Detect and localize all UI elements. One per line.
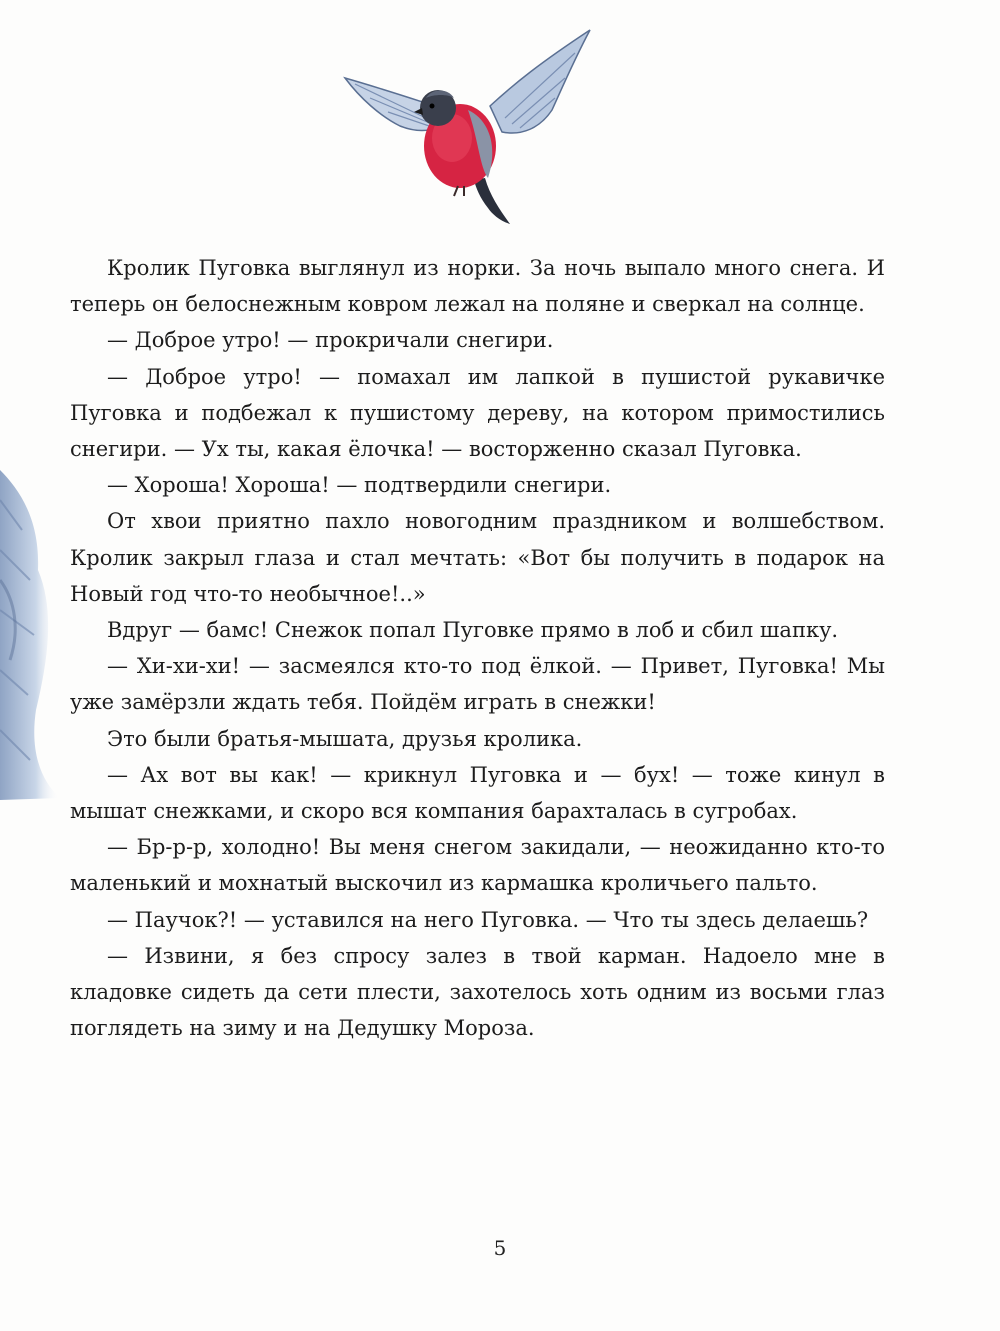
- story-text: [70, 250, 885, 1046]
- paragraph: — Извини, я без спросу залез в твой карман. Надоело мне в кладовке сидеть да сети плести, захотелось хоть одним из восьми глаз поглядеть на зиму и на Дедушку Мороза.: [70, 943, 885, 1041]
- paragraph: — Хи-хи-хи! — засмеялся кто-то под ёлкой. — Привет, Пуговка! Мы уже замёрзли ждать тебя. Пойдём играть в снежки!: [70, 654, 885, 715]
- paragraph: Кролик Пуговка выглянул из норки. За ночь выпало много снега. И теперь он белоснежным ковром лежал на поляне и сверкал на солнце.: [70, 256, 885, 317]
- paragraph: Вдруг — бамс! Снежок попал Пуговке прямо в лоб и сбил шапку.: [107, 618, 839, 643]
- paragraph: — Доброе утро! — помахал им лапкой в пушистой рукавичке Пуговка и подбежал к пушистому дереву, на котором примостились снегири. — Ух ты, какая ёлочка! — восторженно сказал Пуговка.: [70, 364, 885, 462]
- fir-branch-illustration: [0, 460, 62, 800]
- paragraph: — Паучок?! — уставился на него Пуговка. — Что ты здесь делаешь?: [107, 907, 869, 932]
- paragraph: — Доброе утро! — прокричали снегири.: [107, 328, 554, 353]
- paragraph: От хвои приятно пахло новогодним праздником и волшебством. Кролик закрыл глаза и стал мечтать: «Вот бы получить в подарок на Новый год что-то необычное!..»: [70, 509, 885, 606]
- paragraph: — Бр-р-р, холодно! Вы меня снегом закидали, — неожиданно кто-то маленький и мохнатый выскочил из кармашка кроличьего пальто.: [70, 835, 885, 896]
- paragraph: — Ах вот вы как! — крикнул Пуговка и — бух! — тоже кинул в мышат снежками, и скоро вся компания барахталась в сугробах.: [70, 762, 885, 824]
- page-number: 5: [493, 1236, 507, 1260]
- paragraph: — Хороша! Хороша! — подтвердили снегири.: [107, 473, 612, 498]
- paragraph: Это были братья-мышата, друзья кролика.: [107, 726, 583, 751]
- bullfinch-illustration: [340, 28, 600, 228]
